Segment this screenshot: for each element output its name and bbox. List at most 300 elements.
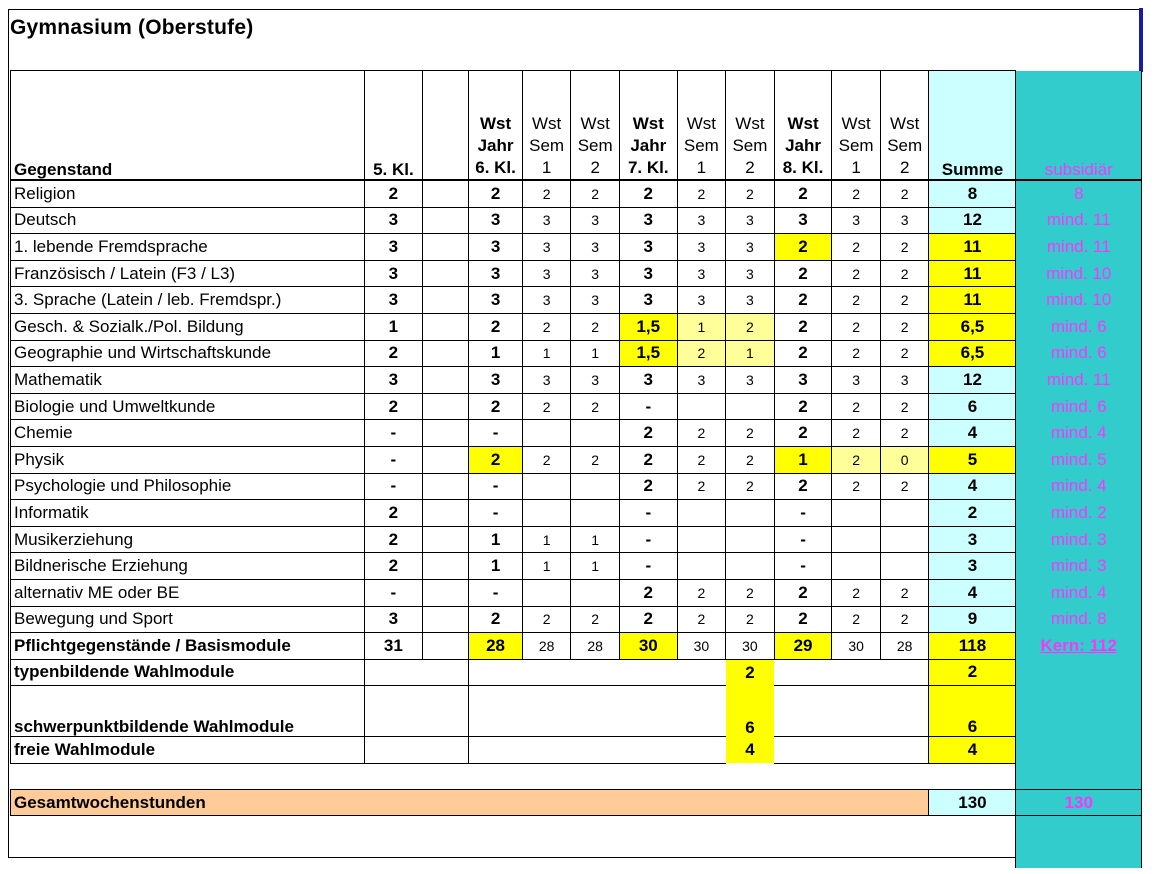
cell-s62[interactable]: 1 xyxy=(571,526,620,553)
cell-j8[interactable]: 2 xyxy=(774,287,832,314)
pflicht-label[interactable]: Pflichtgegenstände / Basismodule xyxy=(11,633,365,660)
cell-s82[interactable]: 2 xyxy=(880,260,929,287)
cell-s61[interactable]: 2 xyxy=(522,446,571,473)
cell-j8[interactable]: 2 xyxy=(774,579,832,606)
cell-s82[interactable] xyxy=(880,553,929,580)
cell-s71[interactable]: 3 xyxy=(677,287,726,314)
cell-s71[interactable]: 2 xyxy=(677,180,726,207)
cell-s62[interactable]: 3 xyxy=(571,234,620,261)
cell-j8[interactable]: - xyxy=(774,553,832,580)
subject-name[interactable]: Geographie und Wirtschaftskunde xyxy=(11,340,365,367)
gap-cell[interactable] xyxy=(422,446,469,473)
schwer-label[interactable]: schwerpunktbildende Wahlmodule xyxy=(11,686,365,737)
subject-name[interactable]: Bewegung und Sport xyxy=(11,606,365,633)
cell-s62[interactable]: 2 xyxy=(571,446,620,473)
subject-name[interactable]: Physik xyxy=(11,446,365,473)
cell-sum[interactable]: 3 xyxy=(929,553,1016,580)
cell-j7[interactable]: 3 xyxy=(619,207,677,234)
cell-s62[interactable]: 3 xyxy=(571,287,620,314)
subject-name[interactable]: Deutsch xyxy=(11,207,365,234)
frei-kl5-span[interactable] xyxy=(365,737,469,764)
cell-sum[interactable]: 12 xyxy=(929,367,1016,394)
cell-k5[interactable]: 3 xyxy=(365,287,423,314)
gap-cell[interactable] xyxy=(422,287,469,314)
header-line: 8. Kl. xyxy=(782,158,824,177)
cell-j7[interactable]: 2 xyxy=(619,446,677,473)
subject-name[interactable]: Musikerziehung xyxy=(11,526,365,553)
cell-s82[interactable]: 2 xyxy=(880,393,929,420)
cell-s71[interactable]: 1 xyxy=(677,313,726,340)
subsidiaer-cell[interactable]: mind. 6 xyxy=(1016,313,1142,340)
gap-cell[interactable] xyxy=(422,393,469,420)
frei-subsidiaer[interactable] xyxy=(1016,737,1142,764)
cell-j8[interactable]: 3 xyxy=(774,367,832,394)
cell-j8[interactable]: 2 xyxy=(774,420,832,447)
subsidiaer-cell[interactable]: mind. 10 xyxy=(1016,260,1142,287)
cell-s81[interactable]: 2 xyxy=(832,260,881,287)
cell-s62[interactable]: 2 xyxy=(571,393,620,420)
cell-s61[interactable]: 3 xyxy=(522,287,571,314)
cell-sum[interactable]: 11 xyxy=(929,260,1016,287)
gap-cell[interactable] xyxy=(422,553,469,580)
subject-name[interactable]: Gesch. & Sozialk./Pol. Bildung xyxy=(11,313,365,340)
cell-k5[interactable]: 31 xyxy=(365,633,423,660)
frei-kl6-kl7-span[interactable] xyxy=(469,737,726,764)
subsidiaer-cell[interactable]: mind. 10 xyxy=(1016,287,1142,314)
cell-s71[interactable]: 2 xyxy=(677,446,726,473)
gesamt-label[interactable]: Gesamtwochenstunden xyxy=(11,789,929,816)
cell-s71[interactable]: 2 xyxy=(677,420,726,447)
cell-j6[interactable]: 3 xyxy=(469,234,523,261)
cell-s82[interactable]: 3 xyxy=(880,367,929,394)
cell-sum[interactable]: 5 xyxy=(929,446,1016,473)
cell-j6[interactable]: 2 xyxy=(469,393,523,420)
cell-j8[interactable]: 2 xyxy=(774,234,832,261)
cell-s61[interactable] xyxy=(522,473,571,500)
cell-s72[interactable] xyxy=(726,553,775,580)
frei-label[interactable]: freie Wahlmodule xyxy=(11,737,365,764)
schwer-kl8-span[interactable] xyxy=(774,686,929,737)
cell-j7[interactable]: 2 xyxy=(619,420,677,447)
cell-s71[interactable]: 3 xyxy=(677,207,726,234)
cell-j8[interactable]: 2 xyxy=(774,606,832,633)
cell-s82[interactable]: 2 xyxy=(880,606,929,633)
cell-s81[interactable] xyxy=(832,500,881,527)
cell-j7[interactable]: - xyxy=(619,500,677,527)
cell-s62[interactable]: 1 xyxy=(571,553,620,580)
cell-s71[interactable] xyxy=(677,500,726,527)
cell-s82[interactable]: 2 xyxy=(880,340,929,367)
cell-s72[interactable]: 3 xyxy=(726,207,775,234)
cell-j6[interactable]: - xyxy=(469,420,523,447)
cell-j7[interactable]: 30 xyxy=(619,633,677,660)
cell-s82[interactable]: 2 xyxy=(880,180,929,207)
gap-cell[interactable] xyxy=(422,606,469,633)
cell-sum[interactable]: 3 xyxy=(929,526,1016,553)
frei-kl8-span[interactable] xyxy=(774,737,929,764)
cell-k5[interactable]: 3 xyxy=(365,606,423,633)
cell-s71[interactable]: 3 xyxy=(677,260,726,287)
cell-s71[interactable]: 2 xyxy=(677,340,726,367)
cell-s61[interactable]: 1 xyxy=(522,553,571,580)
cell-s61[interactable]: 3 xyxy=(522,207,571,234)
cell-sum[interactable]: 118 xyxy=(929,633,1016,660)
subsidiaer-cell[interactable]: mind. 3 xyxy=(1016,553,1142,580)
cell-s62[interactable]: 2 xyxy=(571,180,620,207)
cell-k5[interactable]: 2 xyxy=(365,393,423,420)
cell-j6[interactable]: 2 xyxy=(469,313,523,340)
cell-s72[interactable]: 2 xyxy=(726,313,775,340)
cell-s62[interactable]: 3 xyxy=(571,207,620,234)
subject-name[interactable]: Biologie und Umweltkunde xyxy=(11,393,365,420)
cell-k5[interactable]: 1 xyxy=(365,313,423,340)
cell-j7[interactable]: 2 xyxy=(619,473,677,500)
cell-s71[interactable]: 3 xyxy=(677,367,726,394)
cell-s82[interactable]: 2 xyxy=(880,473,929,500)
gesamt-subsidiaer[interactable]: 130 xyxy=(1016,789,1142,816)
header-subsidiaer[interactable]: subsidiär xyxy=(1016,71,1142,181)
cell-s61[interactable]: 3 xyxy=(522,234,571,261)
cell-s81[interactable]: 2 xyxy=(832,180,881,207)
typen-kl6-kl7-span[interactable] xyxy=(469,659,726,686)
gap-cell[interactable] xyxy=(422,526,469,553)
bottom-cell xyxy=(11,816,1016,869)
cell-j6[interactable]: 2 xyxy=(469,606,523,633)
cell-sum[interactable]: 4 xyxy=(929,473,1016,500)
cell-j7[interactable]: 1,5 xyxy=(619,313,677,340)
cell-s62[interactable] xyxy=(571,420,620,447)
typen-kl5-span[interactable] xyxy=(365,659,469,686)
cell-s81[interactable]: 3 xyxy=(832,367,881,394)
cell-j6[interactable]: 1 xyxy=(469,340,523,367)
cell-sum[interactable]: 6 xyxy=(929,393,1016,420)
cell-k5[interactable]: - xyxy=(365,579,423,606)
cell-j6[interactable]: 3 xyxy=(469,287,523,314)
header-line: Sem xyxy=(838,136,874,155)
cell-j7[interactable]: 2 xyxy=(619,579,677,606)
subject-name[interactable]: Informatik xyxy=(11,500,365,527)
cell-j7[interactable]: 2 xyxy=(619,606,677,633)
subject-name[interactable]: Französisch / Latein (F3 / L3) xyxy=(11,260,365,287)
cell-j8[interactable]: 2 xyxy=(774,313,832,340)
gap-cell[interactable] xyxy=(422,579,469,606)
cell-j6[interactable]: - xyxy=(469,579,523,606)
schwer-kl5-span[interactable] xyxy=(365,686,469,737)
cell-j6[interactable]: 1 xyxy=(469,526,523,553)
cell-s72[interactable] xyxy=(726,500,775,527)
cell-j7[interactable]: 3 xyxy=(619,234,677,261)
cell-k5[interactable]: 3 xyxy=(365,207,423,234)
cell-s61[interactable]: 2 xyxy=(522,606,571,633)
header-wst-sem2-kl6[interactable] xyxy=(571,71,620,181)
cell-s82[interactable]: 2 xyxy=(880,287,929,314)
header-empty[interactable] xyxy=(422,71,469,181)
header-line: Wst xyxy=(479,114,512,133)
cell-s72[interactable]: 3 xyxy=(726,234,775,261)
cell-j8[interactable]: 1 xyxy=(774,446,832,473)
cell-k5[interactable]: 2 xyxy=(365,500,423,527)
typen-value[interactable]: 2 xyxy=(726,659,775,686)
cell-j8[interactable]: 2 xyxy=(774,473,832,500)
cell-s62[interactable]: 2 xyxy=(571,606,620,633)
cell-s72[interactable]: 3 xyxy=(726,367,775,394)
cell-s81[interactable]: 2 xyxy=(832,579,881,606)
cell-s82[interactable] xyxy=(880,526,929,553)
cell-s61[interactable] xyxy=(522,420,571,447)
cell-s71[interactable] xyxy=(677,393,726,420)
cell-s71[interactable] xyxy=(677,553,726,580)
schwer-summe[interactable]: 6 xyxy=(929,686,1016,737)
table-row xyxy=(11,234,1142,261)
header-wst-jahr-kl7[interactable] xyxy=(619,71,677,181)
table-row xyxy=(11,553,1142,580)
cell-s72[interactable]: 1 xyxy=(726,340,775,367)
cell-s62[interactable] xyxy=(571,473,620,500)
cell-s82[interactable]: 28 xyxy=(880,633,929,660)
subsidiaer-cell[interactable]: mind. 6 xyxy=(1016,393,1142,420)
gap-cell[interactable] xyxy=(422,180,469,207)
subsidiaer-cell[interactable]: mind. 8 xyxy=(1016,606,1142,633)
cell-s62[interactable] xyxy=(571,500,620,527)
cell-s72[interactable]: 2 xyxy=(726,446,775,473)
cell-sum[interactable]: 4 xyxy=(929,579,1016,606)
cell-k5[interactable]: - xyxy=(365,473,423,500)
subject-name[interactable]: Chemie xyxy=(11,420,365,447)
schwer-value[interactable]: 6 xyxy=(726,686,775,737)
subsidiaer-cell[interactable]: 8 xyxy=(1016,180,1142,207)
cell-k5[interactable]: 2 xyxy=(365,340,423,367)
cell-s61[interactable]: 2 xyxy=(522,313,571,340)
cell-sum[interactable]: 6,5 xyxy=(929,340,1016,367)
header-wst-sem2-kl8[interactable] xyxy=(880,71,929,181)
cell-j7[interactable]: 3 xyxy=(619,260,677,287)
cell-s61[interactable]: 28 xyxy=(522,633,571,660)
subsidiaer-cell[interactable]: mind. 11 xyxy=(1016,234,1142,261)
subject-name[interactable]: Religion xyxy=(11,180,365,207)
subsidiaer-cell[interactable]: mind. 4 xyxy=(1016,473,1142,500)
cell-j6[interactable]: 2 xyxy=(469,446,523,473)
cell-s71[interactable]: 30 xyxy=(677,633,726,660)
cell-s61[interactable]: 2 xyxy=(522,393,571,420)
cell-s81[interactable]: 2 xyxy=(832,420,881,447)
cell-k5[interactable]: - xyxy=(365,446,423,473)
gap-cell[interactable] xyxy=(422,473,469,500)
gap-cell[interactable] xyxy=(422,260,469,287)
cell-j8[interactable]: 2 xyxy=(774,340,832,367)
cell-j8[interactable]: 2 xyxy=(774,260,832,287)
cell-s81[interactable]: 2 xyxy=(832,606,881,633)
subject-name[interactable]: 1. lebende Fremdsprache xyxy=(11,234,365,261)
cell-j7[interactable]: - xyxy=(619,553,677,580)
subject-name[interactable]: Mathematik xyxy=(11,367,365,394)
cell-k5[interactable]: - xyxy=(365,420,423,447)
cell-sum[interactable]: 11 xyxy=(929,234,1016,261)
cell-j6[interactable]: 1 xyxy=(469,553,523,580)
cell-j6[interactable]: - xyxy=(469,473,523,500)
cell-s72[interactable] xyxy=(726,526,775,553)
cell-s72[interactable]: 3 xyxy=(726,260,775,287)
cell-j8[interactable]: 3 xyxy=(774,207,832,234)
cell-sum[interactable]: 12 xyxy=(929,207,1016,234)
cell-sum[interactable]: 4 xyxy=(929,420,1016,447)
subsidiaer-cell[interactable]: mind. 11 xyxy=(1016,207,1142,234)
frei-value[interactable]: 4 xyxy=(726,737,775,764)
header-wst-sem1-kl8[interactable] xyxy=(832,71,881,181)
cell-s81[interactable]: 3 xyxy=(832,207,881,234)
cell-s71[interactable]: 2 xyxy=(677,606,726,633)
cell-s71[interactable]: 3 xyxy=(677,234,726,261)
cell-sum[interactable]: 11 xyxy=(929,287,1016,314)
typen-label[interactable]: typenbildende Wahlmodule xyxy=(11,659,365,686)
cell-j7[interactable]: 3 xyxy=(619,367,677,394)
cell-s61[interactable] xyxy=(522,579,571,606)
subsidiaer-cell[interactable]: mind. 2 xyxy=(1016,500,1142,527)
header-row xyxy=(11,71,1142,181)
subsidiaer-cell[interactable]: mind. 4 xyxy=(1016,420,1142,447)
cell-j6[interactable]: 3 xyxy=(469,207,523,234)
cell-s82[interactable]: 2 xyxy=(880,420,929,447)
cell-k5[interactable]: 3 xyxy=(365,367,423,394)
page-title: Gymnasium (Oberstufe) xyxy=(10,16,254,39)
cell-sum[interactable]: 8 xyxy=(929,180,1016,207)
subject-name[interactable]: Psychologie und Philosophie xyxy=(11,473,365,500)
schwer-kl6-kl7-span[interactable] xyxy=(469,686,726,737)
cell-s61[interactable] xyxy=(522,500,571,527)
cell-s62[interactable]: 1 xyxy=(571,340,620,367)
gesamt-summe[interactable]: 130 xyxy=(929,789,1016,816)
header-gegenstand[interactable]: Gegenstand xyxy=(11,71,365,181)
cell-k5[interactable]: 3 xyxy=(365,260,423,287)
cell-s81[interactable]: 2 xyxy=(832,473,881,500)
typen-subsidiaer[interactable] xyxy=(1016,659,1142,686)
typen-kl8-span[interactable] xyxy=(774,659,929,686)
cell-sum[interactable]: 9 xyxy=(929,606,1016,633)
kern-cell[interactable] xyxy=(1016,633,1142,660)
cell-k5[interactable]: 2 xyxy=(365,526,423,553)
cell-j6[interactable]: 2 xyxy=(469,180,523,207)
cell-j7[interactable]: - xyxy=(619,526,677,553)
frei-summe[interactable]: 4 xyxy=(929,737,1016,764)
cell-s61[interactable]: 1 xyxy=(522,340,571,367)
cell-s81[interactable] xyxy=(832,526,881,553)
cell-j7[interactable]: 2 xyxy=(619,180,677,207)
gap-cell[interactable] xyxy=(422,340,469,367)
subsidiaer-cell[interactable]: mind. 4 xyxy=(1016,579,1142,606)
cell-s72[interactable]: 2 xyxy=(726,579,775,606)
cell-s71[interactable]: 2 xyxy=(677,579,726,606)
cell-s82[interactable]: 3 xyxy=(880,207,929,234)
subject-name[interactable]: alternativ ME oder BE xyxy=(11,579,365,606)
cell-s61[interactable]: 1 xyxy=(522,526,571,553)
gap-cell[interactable] xyxy=(422,500,469,527)
cell-s82[interactable]: 0 xyxy=(880,446,929,473)
cell-s62[interactable]: 3 xyxy=(571,367,620,394)
cell-s71[interactable]: 2 xyxy=(677,473,726,500)
subject-name[interactable]: Bildnerische Erziehung xyxy=(11,553,365,580)
cell-s81[interactable]: 2 xyxy=(832,340,881,367)
header-wst-jahr-kl8[interactable] xyxy=(774,71,832,181)
header-line: Sem xyxy=(887,136,923,155)
gap-cell[interactable] xyxy=(422,207,469,234)
cell-j7[interactable]: 3 xyxy=(619,287,677,314)
cell-s72[interactable]: 2 xyxy=(726,473,775,500)
header-kl5[interactable]: 5. Kl. xyxy=(365,71,423,181)
gap-cell[interactable] xyxy=(422,367,469,394)
cell-s62[interactable] xyxy=(571,579,620,606)
header-wst-sem1-kl6[interactable] xyxy=(522,71,571,181)
cell-s82[interactable] xyxy=(880,500,929,527)
subsidiaer-cell[interactable]: mind. 5 xyxy=(1016,446,1142,473)
cell-j8[interactable]: - xyxy=(774,500,832,527)
cell-s61[interactable]: 3 xyxy=(522,367,571,394)
cell-j6[interactable]: 3 xyxy=(469,367,523,394)
cell-s72[interactable]: 2 xyxy=(726,606,775,633)
header-summe[interactable]: Summe xyxy=(929,71,1016,181)
gap-cell[interactable] xyxy=(422,313,469,340)
cell-j6[interactable]: 28 xyxy=(469,633,523,660)
cell-s82[interactable]: 2 xyxy=(880,234,929,261)
subsidiaer-cell[interactable]: mind. 6 xyxy=(1016,340,1142,367)
cell-sum[interactable]: 6,5 xyxy=(929,313,1016,340)
cell-s81[interactable]: 2 xyxy=(832,287,881,314)
cell-s81[interactable]: 2 xyxy=(832,234,881,261)
cell-s62[interactable]: 2 xyxy=(571,313,620,340)
cell-s81[interactable]: 2 xyxy=(832,446,881,473)
cell-j6[interactable]: - xyxy=(469,500,523,527)
typen-summe[interactable]: 2 xyxy=(929,659,1016,686)
cell-s81[interactable]: 30 xyxy=(832,633,881,660)
cell-sum[interactable]: 2 xyxy=(929,500,1016,527)
cell-s82[interactable]: 2 xyxy=(880,313,929,340)
cell-s62[interactable]: 3 xyxy=(571,260,620,287)
cell-s81[interactable]: 2 xyxy=(832,313,881,340)
gap-cell[interactable] xyxy=(422,234,469,261)
cell-s72[interactable]: 30 xyxy=(726,633,775,660)
cell-s62[interactable]: 28 xyxy=(571,633,620,660)
cell-j7[interactable]: 1,5 xyxy=(619,340,677,367)
schwer-subsidiaer[interactable] xyxy=(1016,686,1142,737)
cell-s81[interactable]: 2 xyxy=(832,393,881,420)
cell-s61[interactable]: 2 xyxy=(522,180,571,207)
gap-cell[interactable] xyxy=(422,633,469,660)
gap-cell[interactable] xyxy=(422,420,469,447)
subsidiaer-cell[interactable]: mind. 3 xyxy=(1016,526,1142,553)
cell-s81[interactable] xyxy=(832,553,881,580)
cell-j6[interactable]: 3 xyxy=(469,260,523,287)
cell-k5[interactable]: 3 xyxy=(365,234,423,261)
header-wst-jahr-kl6[interactable] xyxy=(469,71,523,181)
cell-j8[interactable]: - xyxy=(774,526,832,553)
blank-cell xyxy=(11,763,1016,789)
cell-s82[interactable]: 2 xyxy=(880,579,929,606)
cell-j8[interactable]: 2 xyxy=(774,180,832,207)
cell-j7[interactable]: - xyxy=(619,393,677,420)
cell-s71[interactable] xyxy=(677,526,726,553)
header-wst-sem1-kl7[interactable] xyxy=(677,71,726,181)
cell-s72[interactable]: 2 xyxy=(726,180,775,207)
cell-s72[interactable] xyxy=(726,393,775,420)
cell-k5[interactable]: 2 xyxy=(365,553,423,580)
cell-s72[interactable]: 3 xyxy=(726,287,775,314)
cell-s72[interactable]: 2 xyxy=(726,420,775,447)
cell-s61[interactable]: 3 xyxy=(522,260,571,287)
header-wst-sem2-kl7[interactable] xyxy=(726,71,775,181)
cell-j8[interactable]: 2 xyxy=(774,393,832,420)
cell-j8[interactable]: 29 xyxy=(774,633,832,660)
cell-k5[interactable]: 2 xyxy=(365,180,423,207)
subject-name[interactable]: 3. Sprache (Latein / leb. Fremdspr.) xyxy=(11,287,365,314)
subsidiaer-cell[interactable]: mind. 11 xyxy=(1016,367,1142,394)
